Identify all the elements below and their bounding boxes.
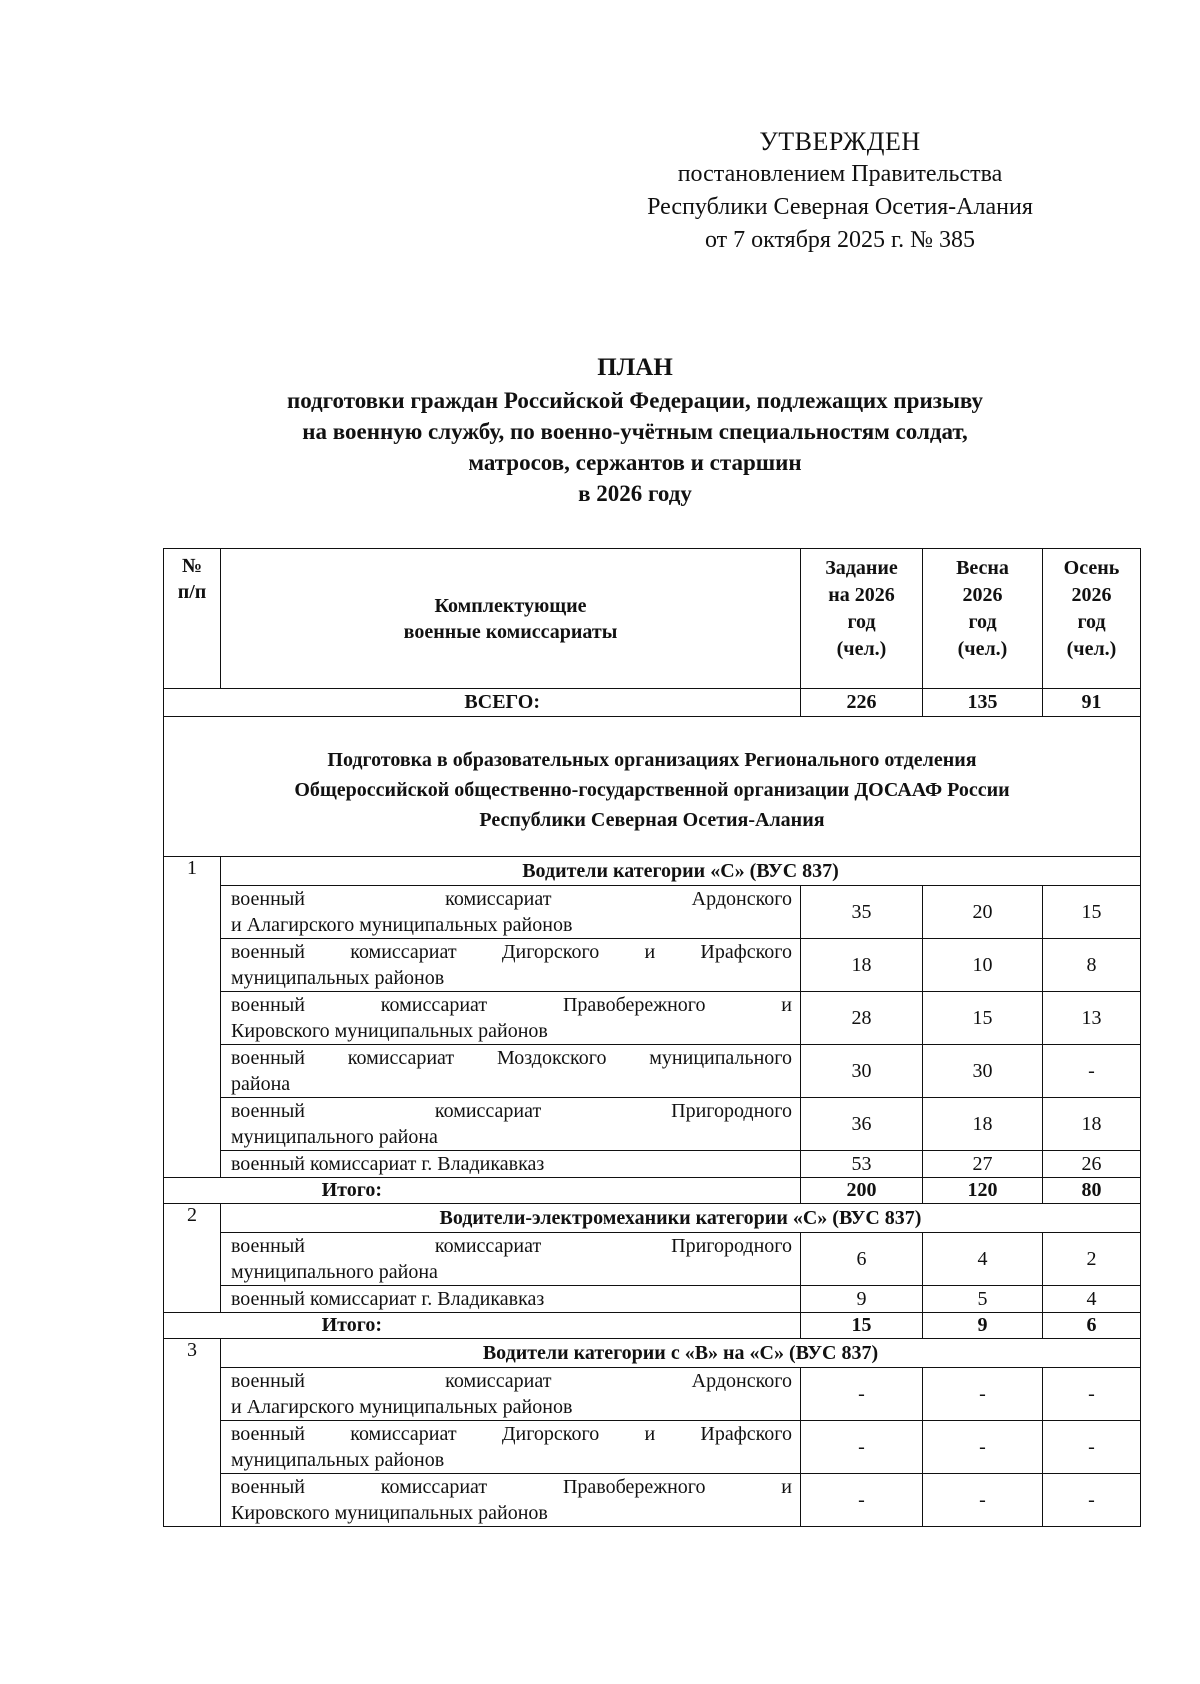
task-value: - (801, 1421, 923, 1474)
grand-total-task: 226 (801, 689, 923, 717)
autumn-value: - (1043, 1368, 1141, 1421)
commissariat-name-line: военный комиссариат Пригородного (231, 1235, 792, 1257)
task-value: 36 (801, 1098, 923, 1151)
table-row (164, 1421, 1141, 1474)
section-total-row (164, 1178, 1141, 1204)
commissariat-name-line: муниципального района (231, 1261, 438, 1283)
commissariat-name-line: и Алагирского муниципальных районов (231, 1396, 573, 1418)
spring-value: 27 (923, 1151, 1043, 1178)
spring-value: - (923, 1368, 1043, 1421)
table-row (164, 1098, 1141, 1151)
table-row (164, 1233, 1141, 1286)
header-spring-line: 2026 (962, 584, 1003, 606)
section-total-autumn: 80 (1043, 1178, 1141, 1204)
commissariat-name-line: военный комиссариат Ардонского (231, 888, 792, 910)
header-autumn-line: год (1077, 611, 1106, 633)
table-row (164, 992, 1141, 1045)
spring-value: 20 (923, 886, 1043, 939)
commissariat-name-line: военный комиссариат Пригородного (231, 1100, 792, 1122)
header-num-line: № (181, 555, 203, 577)
section-total-label: Итого: (164, 1178, 801, 1204)
commissariat-name-line: Кировского муниципальных районов (231, 1502, 548, 1524)
plan-table (163, 548, 1141, 1527)
header-name-line: военные комиссариаты (403, 620, 618, 643)
section-title: Водители категории «С» (ВУС 837) (221, 857, 1141, 886)
commissariat-name-line: муниципальных районов (231, 967, 445, 989)
document-subtitle-1: подготовки граждан Российской Федерации, подлежащих призыву (286, 388, 984, 413)
commissariat-name (221, 886, 801, 939)
commissariat-name-line: и Алагирского муниципальных районов (231, 914, 573, 936)
header-spring (923, 549, 1043, 689)
spring-value: 30 (923, 1045, 1043, 1098)
task-value: 53 (801, 1151, 923, 1178)
commissariat-name (221, 1368, 801, 1421)
table-row (164, 1045, 1141, 1098)
approval-stamp (600, 125, 1080, 257)
header-spring-line: Весна (956, 557, 1009, 579)
approval-line-2: Республики Северная Осетия-Алания (647, 194, 1033, 220)
section-total-label: Итого: (164, 1313, 801, 1339)
spring-value: 5 (923, 1286, 1043, 1313)
document-subtitle-4: в 2026 году (578, 481, 692, 506)
task-value: 6 (801, 1233, 923, 1286)
group-title-line: Общероссийской общественно-государственной организации ДОСААФ России (294, 778, 1010, 801)
section-title-row (164, 857, 1141, 886)
header-autumn-line: 2026 (1071, 584, 1112, 606)
task-value: 9 (801, 1286, 923, 1313)
commissariat-name-line: военный комиссариат г. Владикавказ (231, 1288, 545, 1310)
task-value: 35 (801, 886, 923, 939)
task-value: - (801, 1368, 923, 1421)
approval-line-1: постановлением Правительства (677, 161, 1003, 187)
table-row (164, 1368, 1141, 1421)
approval-line-3: от 7 октября 2025 г. № 385 (704, 227, 975, 253)
table-row (164, 939, 1141, 992)
commissariat-name-line: военный комиссариат Ардонского (231, 1370, 792, 1392)
header-task-line: Задание (825, 557, 898, 579)
header-spring-line: (чел.) (957, 638, 1008, 660)
document-subtitle-3: матросов, сержантов и старшин (468, 450, 802, 475)
header-autumn-line: (чел.) (1066, 638, 1117, 660)
section-number: 2 (164, 1204, 221, 1313)
commissariat-name (221, 939, 801, 992)
autumn-value: 4 (1043, 1286, 1141, 1313)
commissariat-name-line: военный комиссариат Правобережного и (231, 1476, 792, 1498)
header-spring-line: год (968, 611, 997, 633)
section-title-row (164, 1339, 1141, 1368)
table-row (164, 1151, 1141, 1178)
commissariat-name-line: военный комиссариат Моздокского муниципального (231, 1047, 792, 1069)
autumn-value: 2 (1043, 1233, 1141, 1286)
commissariat-name (221, 992, 801, 1045)
task-value: 30 (801, 1045, 923, 1098)
commissariat-name-line: военный комиссариат Дигорского и Ирафского (231, 1423, 792, 1445)
spring-value: 4 (923, 1233, 1043, 1286)
header-num (164, 549, 221, 689)
table-row (164, 1286, 1141, 1313)
section-total-row (164, 1313, 1141, 1339)
approval-title: УТВЕРЖДЕН (759, 127, 921, 156)
autumn-value: 15 (1043, 886, 1141, 939)
commissariat-name (221, 1421, 801, 1474)
header-autumn-line: Осень (1063, 557, 1120, 579)
table-header-row (164, 549, 1141, 689)
section-total-spring: 9 (923, 1313, 1043, 1339)
commissariat-name (221, 1045, 801, 1098)
spring-value: 18 (923, 1098, 1043, 1151)
group-title (164, 717, 1141, 857)
header-name-line: Комплектующие (434, 594, 587, 617)
header-name (221, 549, 801, 689)
spring-value: - (923, 1421, 1043, 1474)
commissariat-name-line: муниципального района (231, 1126, 438, 1148)
task-value: 28 (801, 992, 923, 1045)
table-row (164, 886, 1141, 939)
autumn-value: 13 (1043, 992, 1141, 1045)
group-title-line: Подготовка в образовательных организациях Регионального отделения (327, 748, 977, 771)
autumn-value: - (1043, 1421, 1141, 1474)
header-task (801, 549, 923, 689)
commissariat-name-line: военный комиссариат г. Владикавказ (231, 1153, 545, 1175)
grand-total-autumn: 91 (1043, 689, 1141, 717)
section-title-row (164, 1204, 1141, 1233)
autumn-value: 8 (1043, 939, 1141, 992)
commissariat-name (221, 1151, 801, 1178)
header-autumn (1043, 549, 1141, 689)
commissariat-name (221, 1098, 801, 1151)
commissariat-name (221, 1286, 801, 1313)
autumn-value: - (1043, 1474, 1141, 1527)
task-value: 18 (801, 939, 923, 992)
task-value: - (801, 1474, 923, 1527)
grand-total-row (164, 689, 1141, 717)
autumn-value: 18 (1043, 1098, 1141, 1151)
header-task-line: год (847, 611, 876, 633)
header-task-line: на 2026 (828, 584, 895, 606)
section-total-task: 200 (801, 1178, 923, 1204)
spring-value: 10 (923, 939, 1043, 992)
spring-value: - (923, 1474, 1043, 1527)
group-title-line: Республики Северная Осетия-Алания (479, 808, 825, 831)
header-task-line: (чел.) (836, 638, 887, 660)
section-number: 3 (164, 1339, 221, 1527)
autumn-value: 26 (1043, 1151, 1141, 1178)
commissariat-name-line: Кировского муниципальных районов (231, 1020, 548, 1042)
section-total-task: 15 (801, 1313, 923, 1339)
commissariat-name-line: военный комиссариат Дигорского и Ирафского (231, 941, 792, 963)
header-num-line: п/п (177, 581, 207, 603)
section-total-spring: 120 (923, 1178, 1043, 1204)
commissariat-name-line: района (231, 1073, 291, 1095)
document-subtitle-2: на военную службу, по военно-учётным специальностям солдат, (302, 419, 968, 444)
grand-total-spring: 135 (923, 689, 1043, 717)
document-title: ПЛАН (597, 354, 673, 381)
section-title: Водители-электромеханики категории «С» (ВУС 837) (221, 1204, 1141, 1233)
section-number: 1 (164, 857, 221, 1178)
spring-value: 15 (923, 992, 1043, 1045)
commissariat-name (221, 1233, 801, 1286)
grand-total-label: ВСЕГО: (164, 689, 801, 717)
autumn-value: - (1043, 1045, 1141, 1098)
document-heading (120, 352, 1150, 509)
group-title-row (164, 717, 1141, 857)
table-row (164, 1474, 1141, 1527)
commissariat-name (221, 1474, 801, 1527)
commissariat-name-line: муниципальных районов (231, 1449, 445, 1471)
section-title: Водители категории с «В» на «С» (ВУС 837) (221, 1339, 1141, 1368)
commissariat-name-line: военный комиссариат Правобережного и (231, 994, 792, 1016)
section-total-autumn: 6 (1043, 1313, 1141, 1339)
